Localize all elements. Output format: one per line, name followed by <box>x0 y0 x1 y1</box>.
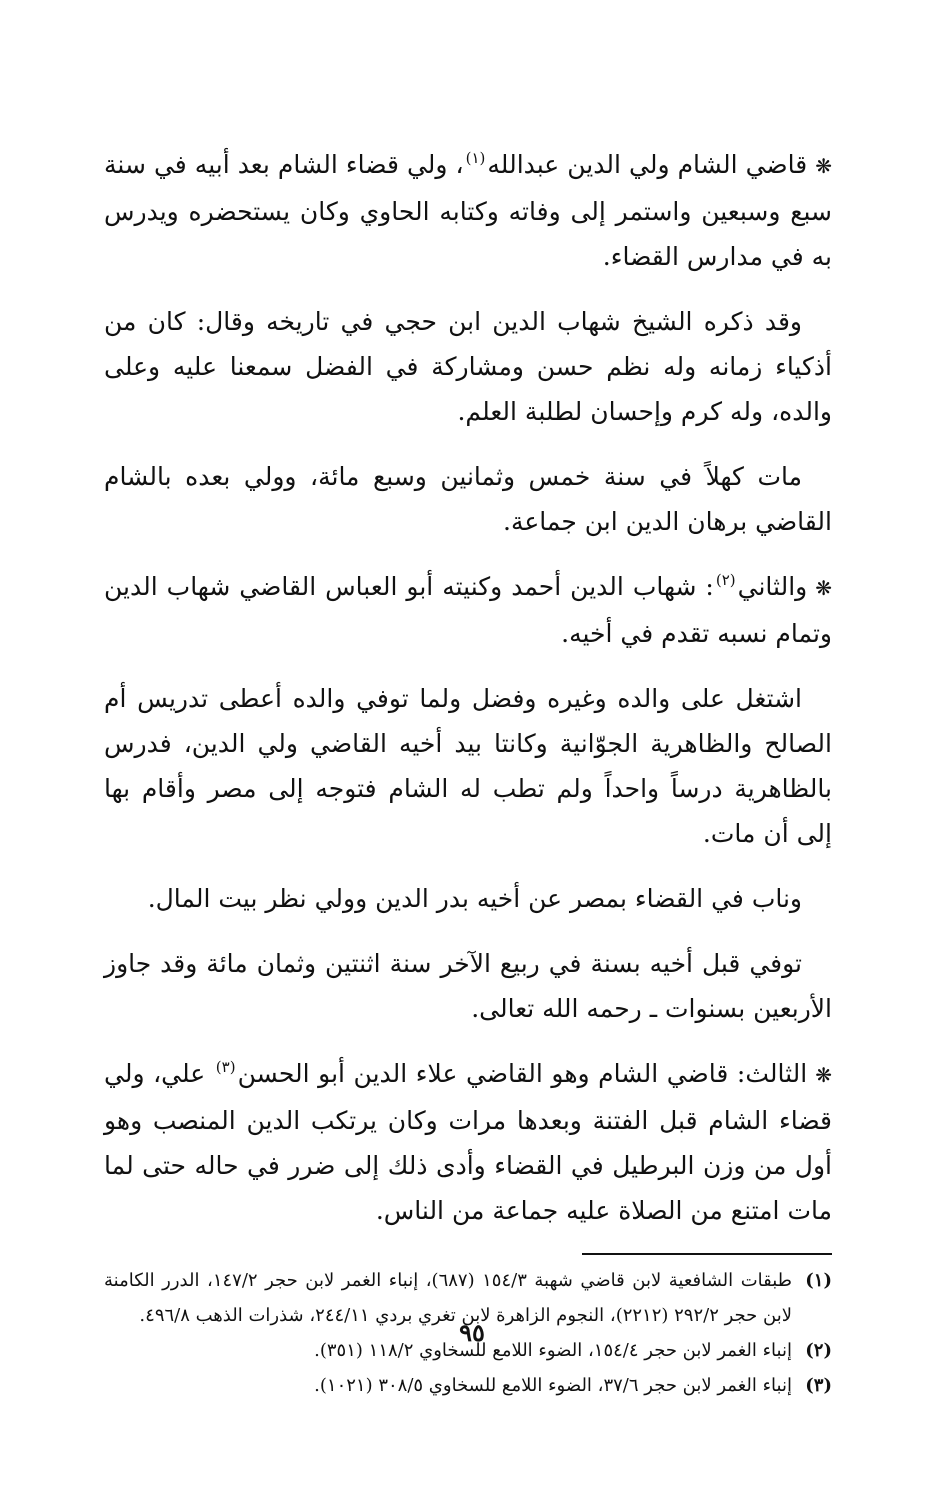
footnote-1-text: طبقات الشافعية لابن قاضي شهبة ١٥٤/٣ (٦٨٧)، إنباء الغمر لابن حجر ١٤٧/٢، الدرر الكامنة لابن حجر ٢٩٢/٢ (٢٢١٢)، النجوم الزاهرة لابن تغري بردي ٢٤٤/١١، شذرات الذهب ٤٩٦/٨. <box>104 1270 792 1326</box>
star-bullet-icon: ❋ <box>815 576 832 600</box>
paragraph-1-text-a: قاضي الشام ولي الدين عبدالله <box>487 150 808 179</box>
paragraph-7: توفي قبل أخيه بسنة في ربيع الآخر سنة اثنتين وثمان مائة وقد جاوز الأربعين بسنوات ـ رحمه الله تعالى. <box>104 949 832 1023</box>
footnote-2-number: (٢) <box>805 1340 832 1361</box>
footnote-separator-wrap <box>104 1253 832 1255</box>
paragraph-8-text-a: الثالث: قاضي الشام وهو القاضي علاء الدين أبو الحسن <box>237 1059 808 1088</box>
footnote-3-text: إنباء الغمر لابن حجر ٣٧/٦، الضوء اللامع للسخاوي ٣٠٨/٥ (١٠٢١). <box>314 1375 792 1396</box>
footnote-1-number: (١) <box>805 1270 832 1291</box>
paragraph-5: اشتغل على والده وغيره وفضل ولما توفي والده أعطى تدريس أم الصالح والظاهرية الجوّانية وكانتا بيد أخيه القاضي ولي الدين، فدرس بالظاهرية درساً واحداً ولم تطب له الشام فتوجه إلى مصر وأقام بها إلى أن مات. <box>104 684 832 848</box>
footnote-separator <box>582 1253 832 1255</box>
paragraph-1 <box>104 142 832 279</box>
paragraph-4-text-a: والثاني <box>737 572 808 601</box>
footnote-3 <box>104 1368 832 1403</box>
footnote-2-text: إنباء الغمر لابن حجر ١٥٤/٤، الضوء اللامع للسخاوي ١١٨/٢ (٣٥١). <box>314 1340 792 1361</box>
footnote-ref-1[interactable]: (١) <box>465 149 486 167</box>
paragraph-8-text-b: علي، ولي قضاء الشام قبل الفتنة وبعدها مرات وكان يرتكب الدين المنصب وهو أول من وزن البرطيل في القضاء وأدى ذلك إلى ضرر في حاله حتى لما مات امتنع من الصلاة عليه جماعة من الناس. <box>104 1059 832 1225</box>
paragraph-3: مات كهلاً في سنة خمس وثمانين وسبع مائة، وولي بعده بالشام القاضي برهان الدين ابن جماعة. <box>104 462 832 536</box>
paragraph-4-text-b: : شهاب الدين أحمد وكنيته أبو العباس القاضي شهاب الدين وتمام نسبه تقدم في أخيه. <box>104 572 832 648</box>
main-text <box>104 142 832 1233</box>
paragraph-8 <box>104 1051 832 1233</box>
paragraph-4 <box>104 564 832 656</box>
footnote-ref-2[interactable]: (٢) <box>715 571 736 589</box>
paragraph-6: وناب في القضاء بمصر عن أخيه بدر الدين وولي نظر بيت المال. <box>147 884 802 913</box>
footnote-ref-3[interactable]: (٣) <box>215 1058 236 1076</box>
star-bullet-icon: ❋ <box>815 154 832 178</box>
paragraph-2: وقد ذكره الشيخ شهاب الدين ابن حجي في تاريخه وقال: كان من أذكياء زمانه وله نظم حسن ومشاركة في الفضل سمعنا عليه وعلى والده، وله كرم وإحسان لطلبة العلم. <box>104 307 832 426</box>
paragraph-1-text-b: ، ولي قضاء الشام بعد أبيه في سنة سبع وسبعين واستمر إلى وفاته وكتابه الحاوي وكان يستحضره ويدرس به في مدارس القضاء. <box>104 150 832 271</box>
page-number: ٩٥ <box>459 1318 485 1347</box>
star-bullet-icon: ❋ <box>815 1063 832 1087</box>
footnote-3-number: (٣) <box>805 1375 832 1396</box>
